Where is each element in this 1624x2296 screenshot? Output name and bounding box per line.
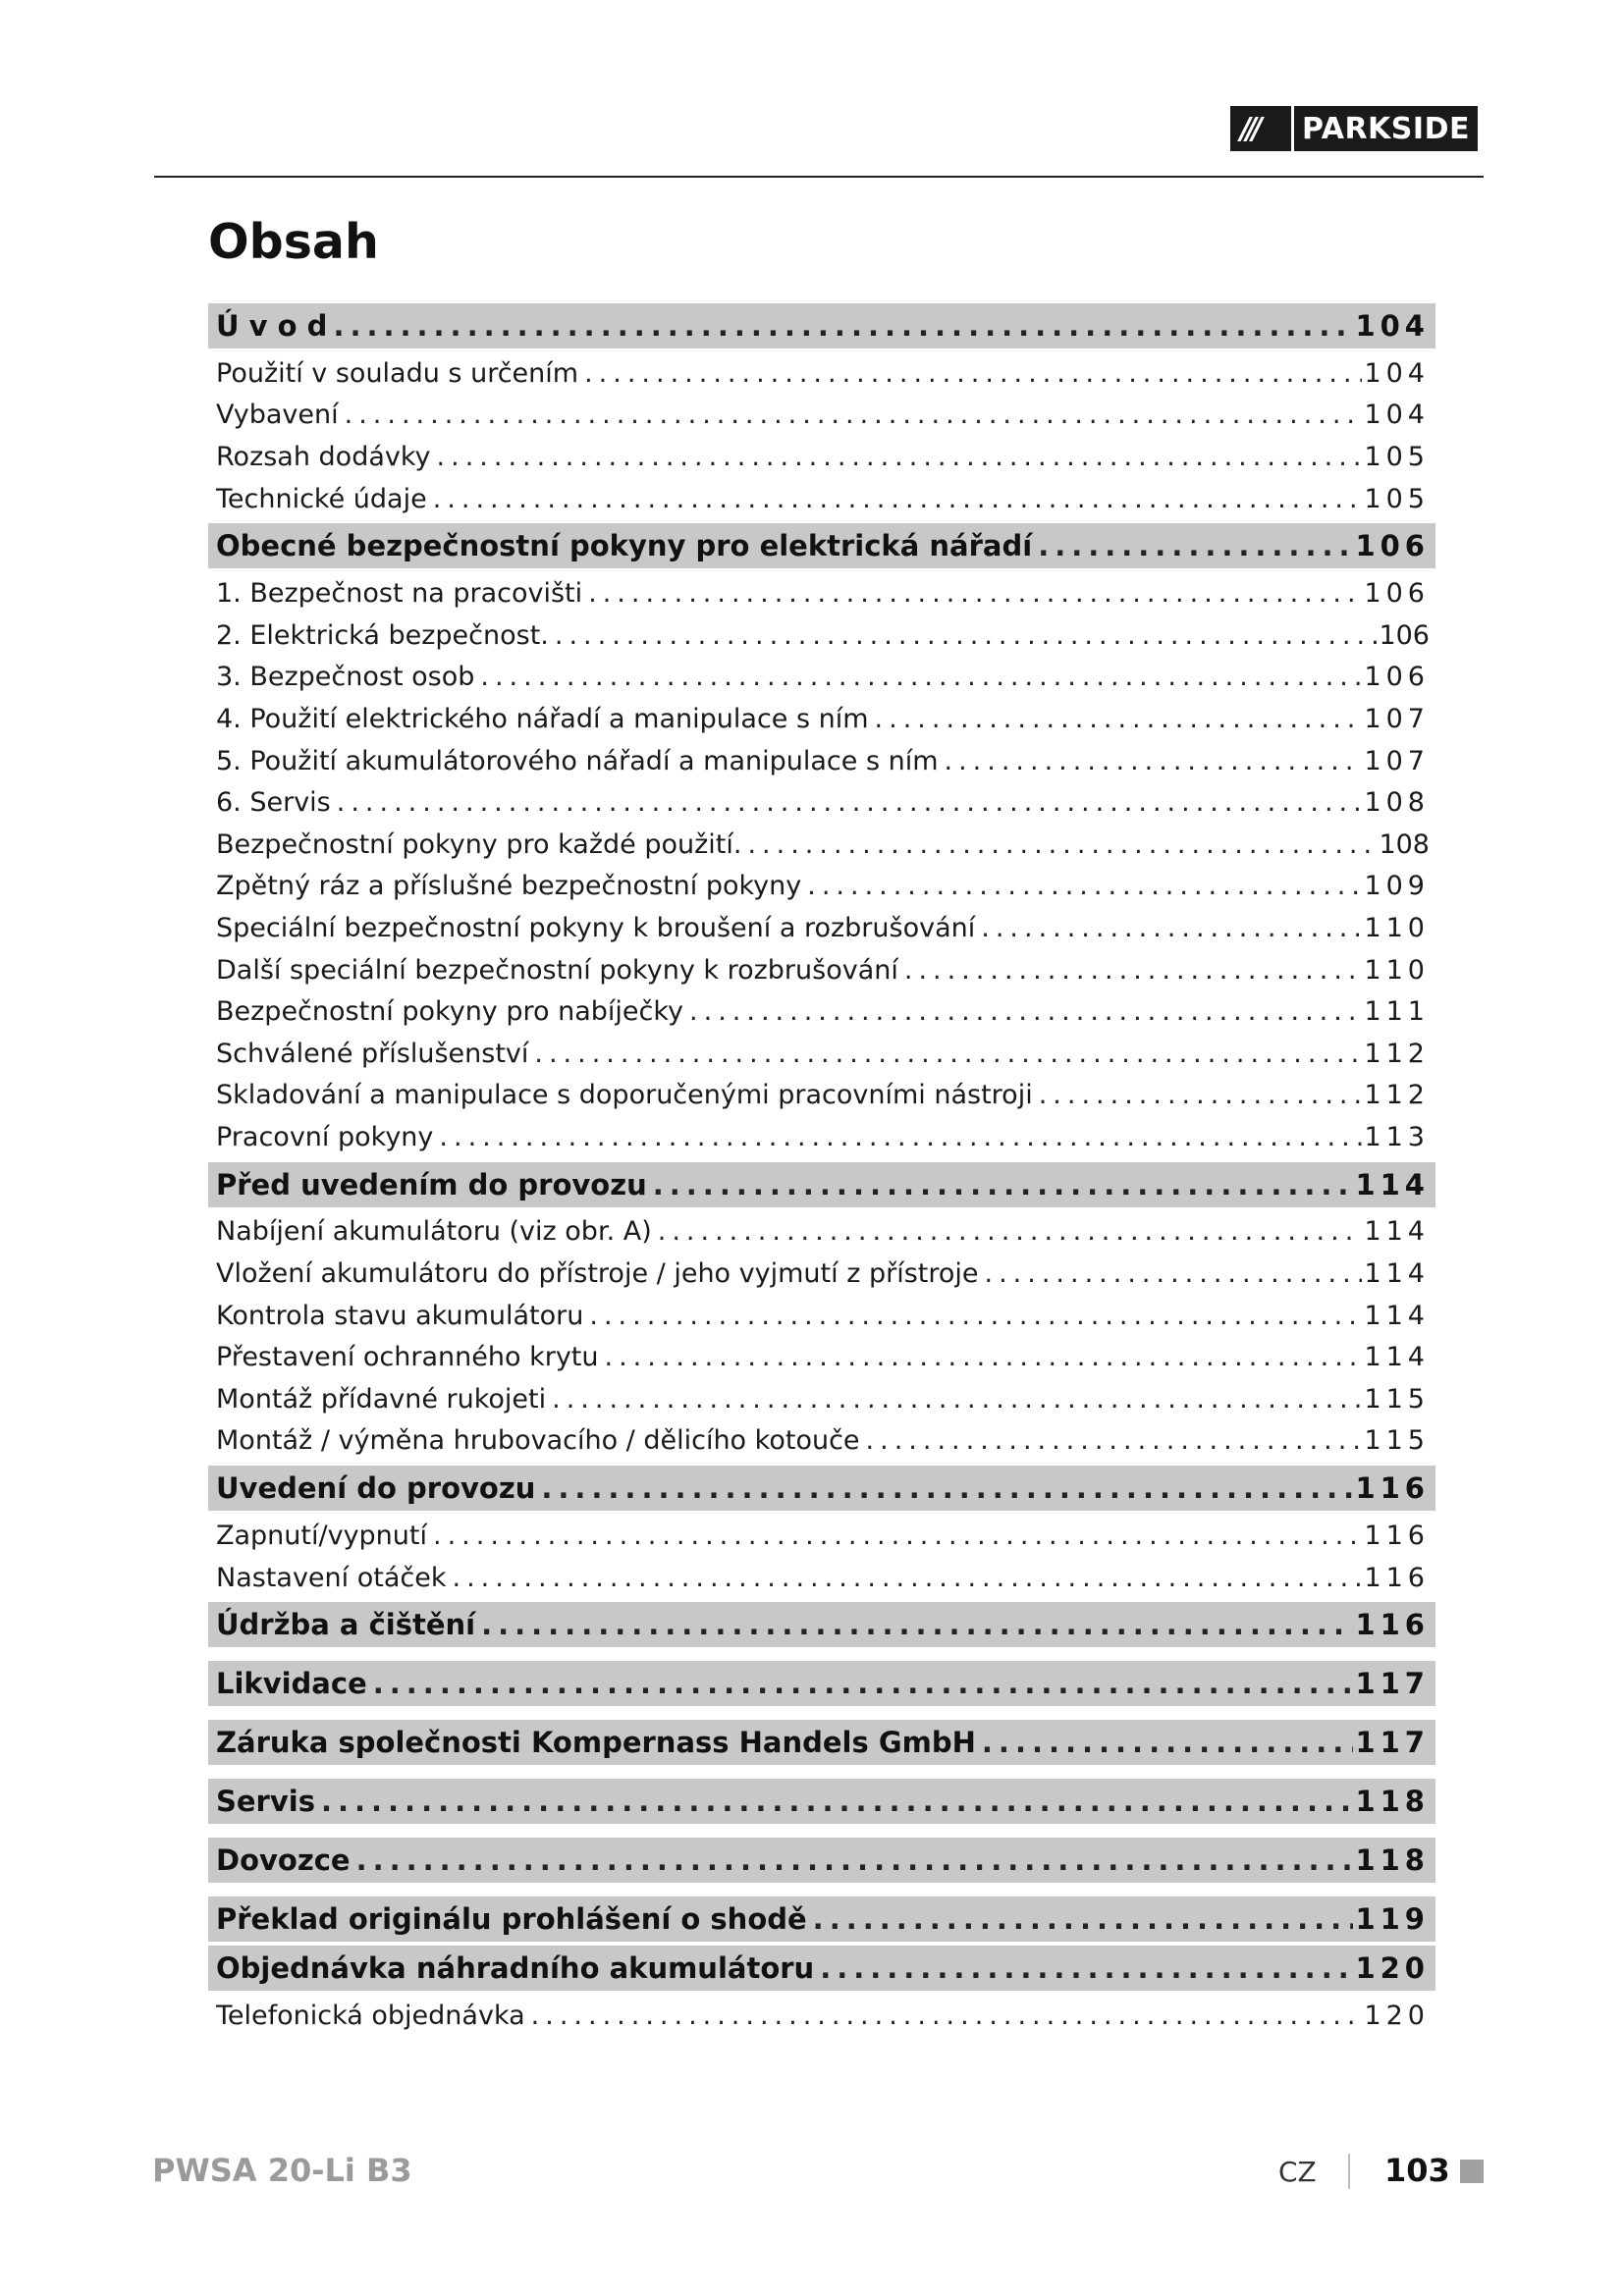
toc-section[interactable] — [208, 303, 1435, 348]
toc-entry[interactable] — [208, 1033, 1435, 1075]
toc-entry[interactable] — [208, 1075, 1435, 1117]
toc-entry[interactable] — [208, 478, 1435, 520]
footer-page-number: 103 — [1384, 2152, 1450, 2189]
toc-dot-leader — [549, 620, 1378, 651]
toc-entry[interactable] — [208, 990, 1435, 1033]
toc-page-number: 114 — [1364, 1342, 1430, 1373]
toc-entry[interactable] — [208, 1995, 1435, 2037]
toc-entry[interactable] — [208, 572, 1435, 614]
toc-label: Telefonická objednávka — [216, 2001, 525, 2032]
toc-page-number: 106 — [1355, 529, 1430, 563]
toc-dot-leader — [331, 787, 1363, 818]
toc-page-number: 111 — [1364, 996, 1430, 1028]
toc-page-number: 105 — [1364, 441, 1430, 472]
toc-label: Technické údaje — [216, 483, 427, 514]
toc-label: 4. Použití elektrického nářadí a manipulace s ním — [216, 703, 869, 734]
toc-page-number: 104 — [1364, 357, 1430, 389]
toc-entry[interactable] — [208, 866, 1435, 908]
toc-page-number: 118 — [1355, 1785, 1430, 1819]
toc-page-number: 107 — [1364, 703, 1430, 734]
toc-entry[interactable] — [208, 907, 1435, 949]
toc-page-number: 104 — [1355, 309, 1430, 343]
toc-page-number: 108 — [1379, 828, 1430, 860]
toc-page-number: 112 — [1364, 1080, 1430, 1111]
toc-page-number: 114 — [1364, 1258, 1430, 1290]
toc-label: 1. Bezpečnost na pracovišti — [216, 578, 583, 610]
toc-entry[interactable] — [208, 698, 1435, 740]
toc-dot-leader — [647, 1168, 1354, 1201]
toc-dot-leader — [433, 1122, 1362, 1152]
toc-label: Montáž přídavné rukojeti — [216, 1383, 547, 1415]
toc-dot-leader — [1033, 1080, 1363, 1110]
toc-label: Vybavení — [216, 400, 339, 431]
toc-dot-leader — [599, 1342, 1363, 1372]
toc-dot-leader — [814, 1951, 1353, 1985]
toc-dot-leader — [475, 1608, 1353, 1641]
toc-dot-leader — [546, 1384, 1362, 1415]
toc-label: Ú v o d — [216, 309, 328, 343]
toc-page-number: 116 — [1364, 1521, 1430, 1552]
toc-entry[interactable] — [208, 1336, 1435, 1378]
toc-label: Před uvedením do provozu — [216, 1167, 647, 1201]
toc-label: 6. Servis — [216, 787, 331, 819]
toc-page-number: 117 — [1355, 1667, 1430, 1701]
toc-section[interactable] — [208, 1602, 1435, 1647]
toc-page-number: 108 — [1364, 787, 1430, 819]
brand-logo-text: PARKSIDE — [1302, 111, 1470, 146]
toc-label: Obecné bezpečnostní pokyny pro elektrická nářadí — [216, 529, 1033, 563]
brand-logo-slashes: /// — [1240, 111, 1258, 146]
footer-model: PWSA 20-Li B3 — [152, 2152, 412, 2189]
toc-label: 2. Elektrická bezpečnost. — [216, 619, 549, 651]
toc-entry[interactable] — [208, 781, 1435, 824]
toc-dot-leader — [578, 358, 1362, 389]
toc-dot-leader — [427, 484, 1363, 514]
toc-dot-leader — [367, 1667, 1354, 1700]
toc-entry[interactable] — [208, 1253, 1435, 1295]
toc-label: Nastavení otáček — [216, 1562, 447, 1593]
toc-entry[interactable] — [208, 1378, 1435, 1420]
toc-page-number: 116 — [1355, 1471, 1430, 1506]
table-of-contents — [208, 299, 1435, 2037]
toc-label: Bezpečnostní pokyny pro nabíječky — [216, 996, 684, 1028]
toc-label: Servis — [216, 1785, 315, 1819]
toc-page-number: 113 — [1364, 1121, 1430, 1152]
toc-entry[interactable] — [208, 1515, 1435, 1557]
toc-entry[interactable] — [208, 657, 1435, 699]
toc-page-number: 114 — [1355, 1167, 1430, 1201]
brand-logo — [1230, 106, 1478, 151]
toc-dot-leader — [525, 2001, 1363, 2031]
toc-page-number: 116 — [1355, 1608, 1430, 1642]
toc-section[interactable] — [208, 1779, 1435, 1824]
toc-page-number: 109 — [1364, 871, 1430, 902]
footer-divider — [1348, 2154, 1350, 2189]
toc-section[interactable] — [208, 1896, 1435, 1942]
toc-dot-leader — [801, 871, 1362, 901]
toc-page-number: 120 — [1364, 2001, 1430, 2032]
toc-label: Kontrola stavu akumulátoru — [216, 1300, 584, 1331]
toc-page-number: 106 — [1379, 619, 1430, 651]
toc-page-number: 107 — [1364, 745, 1430, 776]
toc-section[interactable] — [208, 1838, 1435, 1883]
toc-dot-leader — [898, 955, 1363, 986]
toc-label: Likvidace — [216, 1667, 367, 1701]
toc-dot-leader — [535, 1471, 1353, 1505]
toc-entry[interactable] — [208, 1295, 1435, 1337]
toc-dot-leader — [979, 1258, 1363, 1289]
toc-page-number: 117 — [1355, 1726, 1430, 1760]
toc-label: Objednávka náhradního akumulátoru — [216, 1951, 815, 1986]
toc-label: 5. Použití akumulátorového nářadí a manipulace s ním — [216, 745, 939, 776]
toc-section[interactable] — [208, 1661, 1435, 1706]
toc-dot-leader — [528, 1039, 1362, 1069]
toc-dot-leader — [1032, 529, 1353, 562]
toc-label: Údržba a čištění — [216, 1608, 476, 1642]
toc-label: Dovozce — [216, 1843, 351, 1878]
toc-entry[interactable] — [208, 1420, 1435, 1463]
toc-section[interactable] — [208, 1946, 1435, 1991]
toc-dot-leader — [315, 1785, 1353, 1818]
header-rule — [154, 176, 1484, 178]
toc-entry[interactable] — [208, 740, 1435, 782]
page-title: Obsah — [208, 214, 379, 270]
toc-page-number: 110 — [1364, 912, 1430, 943]
footer-square-marker — [1460, 2160, 1484, 2183]
toc-label: Vložení akumulátoru do přístroje / jeho vyjmutí z přístroje — [216, 1258, 979, 1290]
toc-page-number: 114 — [1364, 1300, 1430, 1331]
toc-page-number: 112 — [1364, 1038, 1430, 1069]
toc-page-number: 114 — [1364, 1216, 1430, 1248]
toc-label: Nabíjení akumulátoru (viz obr. A) — [216, 1216, 652, 1248]
toc-label: Přestavení ochranného krytu — [216, 1342, 599, 1373]
toc-entry[interactable] — [208, 949, 1435, 991]
toc-label: Zapnutí/vypnutí — [216, 1521, 427, 1552]
toc-page-number: 106 — [1364, 662, 1430, 693]
toc-label: Záruka společnosti Kompernass Handels GmbH — [216, 1726, 976, 1760]
toc-dot-leader — [652, 1216, 1363, 1247]
toc-dot-leader — [446, 1563, 1362, 1593]
toc-dot-leader — [339, 400, 1363, 430]
toc-section[interactable] — [208, 1720, 1435, 1765]
toc-label: Speciální bezpečnostní pokyny k broušení a rozbrušování — [216, 912, 976, 943]
toc-page-number: 110 — [1364, 954, 1430, 986]
toc-page-number: 118 — [1355, 1843, 1430, 1878]
toc-label: Pracovní pokyny — [216, 1121, 434, 1152]
toc-label: Skladování a manipulace s doporučenými pracovními nástroji — [216, 1080, 1033, 1111]
toc-entry[interactable] — [208, 824, 1435, 866]
toc-entry[interactable] — [208, 1557, 1435, 1599]
toc-entry[interactable] — [208, 1211, 1435, 1254]
toc-entry[interactable] — [208, 395, 1435, 437]
toc-dot-leader — [869, 704, 1363, 734]
toc-label: Zpětný ráz a příslušné bezpečnostní pokyny — [216, 871, 802, 902]
toc-page-number: 120 — [1355, 1951, 1430, 1986]
toc-entry[interactable] — [208, 436, 1435, 478]
toc-label: Překlad originálu prohlášení o shodě — [216, 1902, 807, 1937]
toc-entry[interactable] — [208, 614, 1435, 657]
toc-page-number: 104 — [1364, 400, 1430, 431]
toc-page-number: 115 — [1364, 1425, 1430, 1457]
toc-section[interactable] — [208, 523, 1435, 568]
toc-label: Uvedení do provozu — [216, 1471, 536, 1506]
toc-label: Montáž / výměna hrubovacího / dělicího kotouče — [216, 1425, 860, 1457]
toc-dot-leader — [860, 1425, 1363, 1456]
toc-label: Použití v souladu s určením — [216, 357, 579, 389]
toc-entry[interactable] — [208, 1116, 1435, 1158]
toc-dot-leader — [583, 1301, 1362, 1331]
toc-dot-leader — [741, 829, 1377, 860]
footer-language: CZ — [1278, 2156, 1317, 2188]
toc-page-number: 116 — [1364, 1562, 1430, 1593]
toc-dot-leader — [807, 1902, 1354, 1936]
toc-label: Bezpečnostní pokyny pro každé použití. — [216, 828, 742, 860]
toc-section[interactable] — [208, 1162, 1435, 1207]
toc-dot-leader — [939, 746, 1363, 776]
toc-label: Rozsah dodávky — [216, 441, 431, 472]
toc-label: 3. Bezpečnost osob — [216, 662, 475, 693]
toc-dot-leader — [975, 913, 1362, 943]
toc-page-number: 115 — [1364, 1383, 1430, 1415]
toc-dot-leader — [683, 996, 1362, 1027]
toc-dot-leader — [327, 309, 1353, 343]
toc-label: Schválené příslušenství — [216, 1038, 529, 1069]
toc-dot-leader — [474, 662, 1362, 692]
toc-page-number: 106 — [1364, 578, 1430, 610]
toc-page-number: 105 — [1364, 483, 1430, 514]
toc-dot-leader — [976, 1726, 1354, 1759]
toc-label: Další speciální bezpečnostní pokyny k rozbrušování — [216, 954, 898, 986]
toc-dot-leader — [431, 442, 1363, 472]
toc-page-number: 119 — [1355, 1902, 1430, 1937]
toc-dot-leader — [582, 578, 1362, 609]
toc-dot-leader — [351, 1843, 1354, 1877]
toc-section[interactable] — [208, 1466, 1435, 1511]
toc-entry[interactable] — [208, 352, 1435, 395]
toc-dot-leader — [427, 1521, 1362, 1551]
